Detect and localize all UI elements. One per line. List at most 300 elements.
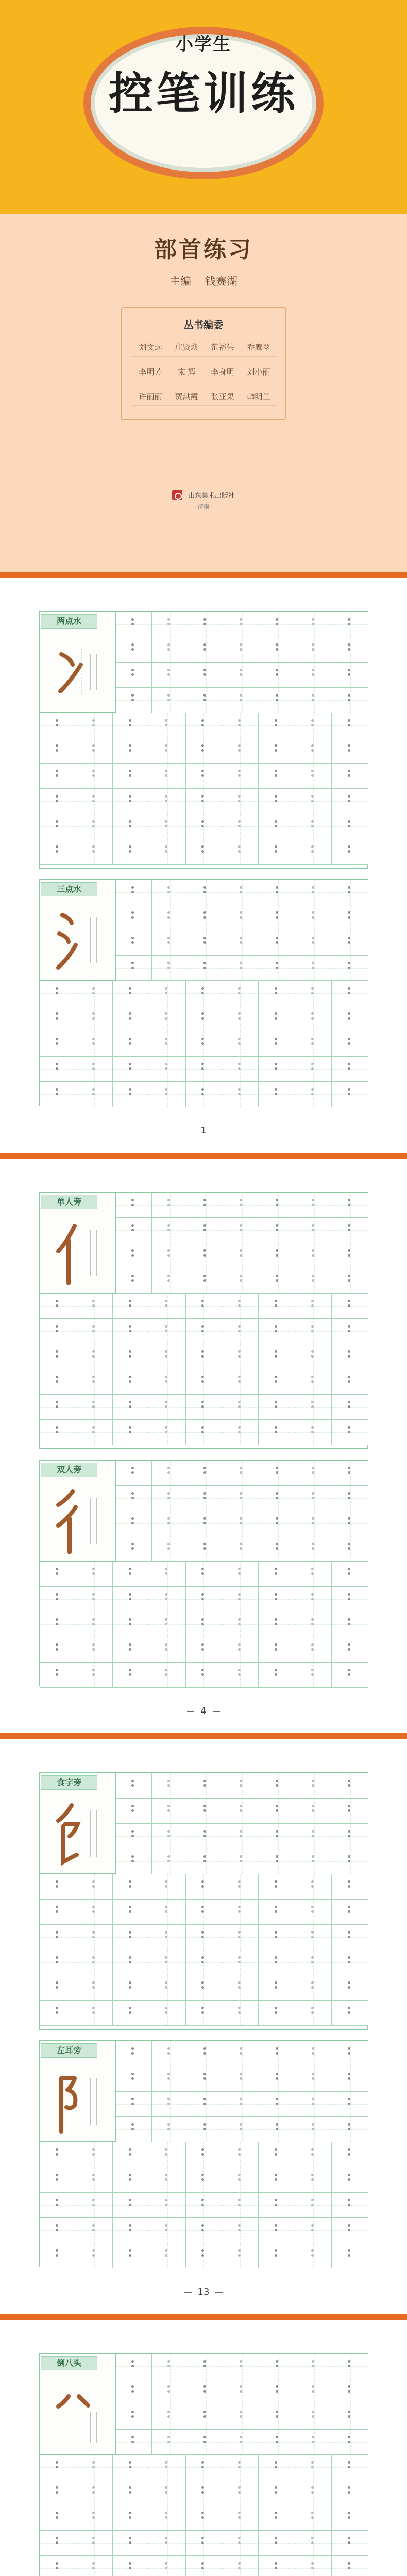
practice-cell [116,880,152,905]
stroke-guide-icon [92,1350,95,1358]
stroke-guide-icon [311,987,314,994]
practice-cell [224,637,260,663]
practice-cell [295,1612,332,1637]
practice-cell [149,2243,186,2268]
practice-cell [40,1319,76,1344]
stroke-guide-icon [131,618,134,625]
practice-cell [152,2041,188,2066]
stroke-guide-icon [129,1426,131,1433]
stroke-guide-icon [312,1467,314,1474]
practice-cell [259,2556,295,2576]
stroke-guide-icon [165,2486,167,2494]
stroke-guide-icon [131,1805,134,1812]
stroke-guide-icon [204,937,206,944]
practice-cell [40,1395,76,1420]
stroke-guide-icon [312,1199,314,1206]
practice-cell [188,1536,224,1562]
stroke-guide-icon [238,1906,241,1913]
practice-cell [113,738,149,764]
stroke-guide-icon [201,1931,204,1938]
practice-cell [186,1587,223,1612]
practice-cell [332,1243,368,1268]
practice-cell [259,1057,295,1082]
stroke-guide-icon [348,1376,350,1383]
stroke-guide-icon [56,1568,58,1575]
stroke-guide-icon [240,1199,242,1206]
radical-section [39,2353,368,2576]
stroke-guide-icon [238,1618,241,1625]
practice-cell [186,839,223,865]
practice-cell [116,1193,152,1218]
stroke-guide-icon [204,1780,206,1787]
practice-cell [260,1268,296,1294]
stroke-guide-icon [240,1855,242,1862]
radical-header [40,2354,116,2455]
stroke-guide-icon [92,1426,95,1433]
stroke-guide-icon [167,911,170,919]
stroke-guide-icon [238,1063,241,1070]
practice-cell [295,814,332,839]
radical-demo-icon [46,1795,111,1870]
practice-grid [40,981,368,1107]
practice-cell [188,612,224,637]
stroke-guide-icon [201,2512,204,2519]
stroke-guide-icon [204,1275,206,1282]
practice-cell [113,2142,149,2167]
practice-cell [40,2505,76,2531]
practice-cell [152,1536,188,1562]
stroke-guide-icon [165,2148,167,2156]
practice-cell [188,1486,224,1511]
practice-cell [116,905,152,930]
practice-cell [40,1562,76,1587]
practice-cell [186,764,223,789]
stroke-guide-icon [311,1906,314,1913]
stroke-guide-icon [238,1401,241,1408]
practice-cell [259,1395,295,1420]
stroke-guide-icon [204,694,206,701]
stroke-guide-icon [348,1568,350,1575]
stroke-guide-icon [204,1855,206,1862]
stroke-guide-icon [238,1643,241,1651]
practice-cell [40,2142,76,2167]
stroke-guide-icon [56,1350,58,1358]
practice-cell [259,1874,295,1900]
practice-cell [295,2142,332,2167]
radical-label: 三点水 [41,882,97,896]
stroke-guide-icon [312,1830,314,1837]
practice-cell [152,2404,188,2430]
stroke-guide-icon [238,2537,241,2544]
stroke-guide-icon [240,1780,242,1787]
practice-cell [295,1587,332,1612]
stroke-guide-icon [129,1618,131,1625]
practice-cell [222,814,259,839]
practice-cell [259,2243,295,2268]
stroke-guide-icon [348,1038,350,1045]
radical-section [39,1192,368,1449]
practice-cell [332,1612,368,1637]
practice-cell [259,1420,295,1445]
practice-cell [40,2531,76,2556]
stroke-guide-icon [131,937,134,944]
page-divider [0,572,407,585]
page-number-rule [184,2292,192,2293]
practice-cell [113,1587,149,1612]
stroke-guide-icon [238,1325,241,1332]
stroke-guide-icon [276,962,278,969]
stroke-guide-icon [312,2073,314,2080]
stroke-guide-icon [348,643,350,651]
stroke-guide-icon [204,2360,206,2367]
radical-label: 食字旁 [41,1775,97,1790]
stroke-guide-icon [348,1012,350,1020]
practice-cell [76,839,113,865]
stroke-guide-icon [56,1643,58,1651]
practice-cell [186,1950,223,1975]
practice-cell [116,1511,152,1536]
practice-cell [76,1874,113,1900]
practice-cell [260,2430,296,2455]
stroke-guide-icon [129,1376,131,1383]
stroke-guide-icon [276,618,278,625]
stroke-guide-icon [167,1805,170,1812]
practice-cell [296,637,332,663]
practice-cell [149,1031,186,1057]
stroke-guide-icon [129,987,131,994]
practice-cell [259,1975,295,2001]
stroke-guide-icon [201,2537,204,2544]
stroke-guide-icon [311,1038,314,1045]
practice-cell [332,1975,368,2001]
practice-cell [40,1975,76,2001]
stroke-guide-icon [276,1805,278,1812]
practice-grid [116,1461,368,1562]
practice-cell [186,789,223,814]
practice-grid [116,2354,368,2455]
stroke-guide-icon [92,987,95,994]
practice-cell [332,2354,368,2379]
radical-label: 倒八头 [41,2356,97,2370]
practice-cell [259,1562,295,1587]
stroke-guide-icon [165,2224,167,2231]
practice-cell [40,2193,76,2218]
practice-cell [222,2142,259,2167]
stroke-guide-icon [56,1618,58,1625]
practice-cell [332,930,368,956]
practice-cell [186,1975,223,2001]
stroke-guide-icon [131,886,134,893]
stroke-guide-icon [348,2562,350,2569]
stroke-guide-icon [201,1593,204,1600]
practice-cell [113,1420,149,1445]
series-small-title: 小学生 [176,34,231,55]
stroke-guide-icon [131,911,134,919]
stroke-guide-icon [129,1063,131,1070]
stroke-guide-icon [311,2486,314,2494]
stroke-guide-icon [276,1199,278,1206]
practice-cell [76,981,113,1006]
practice-cell [149,1587,186,1612]
stroke-guide-icon [165,1426,167,1433]
practice-cell [224,663,260,688]
practice-cell [259,1637,295,1663]
practice-cell [152,2430,188,2455]
stroke-guide-icon [348,1593,350,1600]
practice-cell [188,930,224,956]
stroke-guide-icon [240,1805,242,1812]
stroke-guide-icon [240,2360,242,2367]
practice-cell [222,738,259,764]
stroke-guide-icon [311,1012,314,1020]
stroke-guide-icon [92,1981,95,1989]
page-divider [0,1153,407,1166]
stroke-guide-icon [348,1426,350,1433]
stroke-guide-icon [131,2385,134,2393]
practice-cell [332,839,368,865]
practice-cell [295,2556,332,2576]
practice-cell [332,1511,368,1536]
stroke-guide-icon [312,1780,314,1787]
board-member: 刘小丽 [241,363,277,381]
practice-cell [188,663,224,688]
stroke-guide-icon [275,2224,277,2231]
practice-cell [149,2455,186,2480]
stroke-guide-icon [131,1855,134,1862]
editor-line [0,273,407,289]
stroke-guide-icon [56,2174,58,2181]
practice-cell [116,1268,152,1294]
practice-cell [260,612,296,637]
practice-cell [113,2455,149,2480]
practice-cell [149,1925,186,1950]
stroke-guide-icon [275,1880,277,1888]
stroke-guide-icon [238,795,241,802]
stroke-guide-icon [56,1376,58,1383]
practice-cell [113,1395,149,1420]
practice-cell [222,1562,259,1587]
practice-cell [113,1637,149,1663]
stroke-guide-icon [129,2148,131,2156]
practice-cell [332,1663,368,1688]
stroke-guide-icon [92,1593,95,1600]
stroke-guide-icon [276,2073,278,2080]
stroke-guide-icon [312,2360,314,2367]
stroke-guide-icon [129,795,131,802]
stroke-guide-icon [238,1669,241,1676]
practice-cell [76,2001,113,2026]
stroke-guide-icon [165,820,167,827]
practice-cell [222,1319,259,1344]
stroke-guide-icon [129,1906,131,1913]
stroke-guide-icon [275,1426,277,1433]
practice-cell [40,764,76,789]
page-number-rule [215,2292,223,2293]
practice-page [0,1747,407,2314]
stroke-guide-icon [276,1830,278,1837]
practice-cell [332,764,368,789]
stroke-guide-icon [275,1038,277,1045]
practice-cell [295,2505,332,2531]
practice-cell [76,1395,113,1420]
stroke-guide-icon [129,1880,131,1888]
practice-cell [260,956,296,981]
practice-cell [116,2041,152,2066]
stroke-guide-icon [348,1543,350,1550]
practice-cell [152,1218,188,1243]
practice-cell [222,789,259,814]
practice-cell [186,1344,223,1369]
stroke-guide-icon [201,2486,204,2494]
stroke-guide-icon [238,2512,241,2519]
practice-cell [295,1319,332,1344]
practice-cell [40,1900,76,1925]
practice-cell [224,2379,260,2404]
practice-cell [259,2142,295,2167]
stroke-guide-icon [311,1401,314,1408]
practice-cell [332,637,368,663]
practice-cell [296,2117,332,2142]
stroke-guide-icon [275,1931,277,1938]
stroke-guide-icon [348,2148,350,2156]
practice-cell [186,2193,223,2218]
stroke-guide-icon [275,1063,277,1070]
practice-cell [149,713,186,738]
stroke-guide-icon [240,2073,242,2080]
practice-cell [149,2480,186,2505]
stroke-guide-icon [240,911,242,919]
practice-cell [152,905,188,930]
practice-cell [332,1950,368,1975]
stroke-guide-icon [312,1517,314,1524]
stroke-guide-icon [201,2224,204,2231]
practice-cell [116,1243,152,1268]
practice-cell [224,688,260,713]
stroke-guide-icon [201,1038,204,1045]
practice-cell [332,1486,368,1511]
practice-cell [295,2531,332,2556]
stroke-guide-icon [201,1426,204,1433]
stroke-guide-icon [129,1931,131,1938]
practice-cell [259,1294,295,1319]
practice-cell [40,1925,76,1950]
stroke-guide-icon [275,744,277,752]
stroke-guide-icon [348,1063,350,1070]
stroke-guide-icon [348,1088,350,1095]
stroke-guide-icon [129,1568,131,1575]
stroke-guide-icon [240,618,242,625]
stroke-guide-icon [238,1931,241,1938]
stroke-guide-icon [348,886,350,893]
board-member: 张亚果 [205,387,241,406]
practice-cell [332,1057,368,1082]
stroke-guide-icon [348,1618,350,1625]
stroke-guide-icon [311,795,314,802]
practice-cell [259,789,295,814]
stroke-guide-icon [275,719,277,726]
practice-cell [259,738,295,764]
practice-cell [186,2142,223,2167]
stroke-guide-icon [311,2199,314,2206]
radical-section [39,1772,368,2030]
stroke-guide-icon [238,1593,241,1600]
stroke-guide-icon [348,669,350,676]
practice-cell [295,2480,332,2505]
stroke-guide-icon [238,1088,241,1095]
practice-cell [152,663,188,688]
stroke-guide-icon [348,1401,350,1408]
stroke-guide-icon [238,770,241,777]
stroke-guide-icon [165,1593,167,1600]
practice-cell [222,1663,259,1688]
stroke-guide-icon [311,1643,314,1651]
stroke-guide-icon [240,2098,242,2105]
practice-cell [76,2243,113,2268]
stroke-guide-icon [238,1568,241,1575]
stroke-guide-icon [167,2123,170,2130]
practice-cell [149,1369,186,1395]
stroke-guide-icon [311,1376,314,1383]
stroke-guide-icon [348,770,350,777]
stroke-guide-icon [131,1780,134,1787]
stroke-guide-icon [348,987,350,994]
practice-cell [332,1637,368,1663]
practice-cell [152,637,188,663]
stroke-guide-icon [165,2174,167,2181]
practice-cell [116,2117,152,2142]
stroke-guide-icon [312,2098,314,2105]
practice-cell [113,1975,149,2001]
divider-bar [0,1733,407,1739]
editorial-board [121,307,286,420]
stroke-guide-icon [348,719,350,726]
stroke-guide-icon [348,2199,350,2206]
practice-cell [332,1461,368,1486]
stroke-guide-icon [204,2411,206,2418]
practice-cell [113,1319,149,1344]
stroke-guide-icon [129,2512,131,2519]
practice-cell [296,1461,332,1486]
practice-cell [149,2142,186,2167]
practice-cell [152,956,188,981]
stroke-guide-icon [167,2360,170,2367]
stroke-guide-icon [56,2148,58,2156]
stroke-guide-icon [201,2007,204,2014]
stroke-guide-icon [92,2461,95,2468]
stroke-guide-icon [311,770,314,777]
practice-cell [186,1006,223,1031]
practice-cell [40,2001,76,2026]
practice-cell [224,1799,260,1824]
board-member: 李身明 [205,363,241,381]
stroke-guide-icon [201,1376,204,1383]
practice-cell [224,1486,260,1511]
stroke-guide-icon [129,1038,131,1045]
practice-cell [188,1218,224,1243]
stroke-guide-icon [204,2123,206,2130]
stroke-guide-icon [348,795,350,802]
stroke-guide-icon [276,1249,278,1257]
practice-cell [259,764,295,789]
practice-cell [186,1294,223,1319]
practice-cell [113,814,149,839]
practice-cell [40,1612,76,1637]
practice-cell [116,956,152,981]
stroke-guide-icon [312,911,314,919]
stroke-guide-icon [348,2249,350,2257]
stroke-guide-icon [165,1981,167,1989]
practice-cell [152,1799,188,1824]
